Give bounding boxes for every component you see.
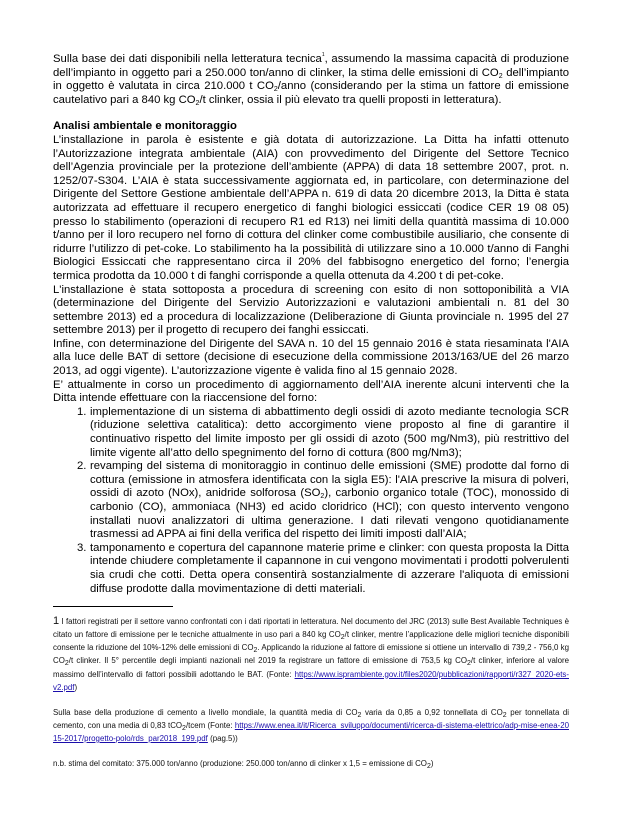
subscript: 2 <box>340 634 345 642</box>
section-paragraph-3: Infine, con determinazione del Dirigente del SAVA n. 10 del 15 gennaio 2016 è stata riesaminata l'AIA alla luce delle BAT di settore (decisione di esecuzione della commissione 2013/163/UE del 26 marzo 2013, ad oggi vigente). L’autorizzazione vigente è valida fino al 15 gennaio 2028. <box>53 337 569 378</box>
document-page <box>53 53 569 770</box>
subscript: 2 <box>253 647 258 655</box>
footnote-text: /t clinker, mentre l’applicazione delle migliori tecniche disponibili consente la riduzione del 10%-12% delle emissioni di CO <box>53 630 569 653</box>
footnote-ref-1[interactable]: 1 <box>321 52 325 58</box>
section-paragraph-2: L'installazione è stata sottoposta a procedura di screening con esito di non sottoponibilità a VIA (determinazione del Dirigente del Servizio Autorizzazioni e valutazioni ambientali n. 81 del 30 settembre 2013) ed a procedura di localizzazione (Deliberazione di Giunta provinciale n. 1995 del 27 settembre 2013) per il progetto di recupero dei fanghi essiccati. <box>53 283 569 337</box>
footnote-text: Sulla base della produzione di cemento a livello mondiale, la quantità media di CO <box>53 707 358 717</box>
ispra-source-link[interactable]: https://www.isprambiente.gov.it/files2020/pubblicazioni/rapporti/r327_2020-ets-v2.pdf <box>53 669 569 692</box>
footnote-text: per tonnellata di cemento, con una media di 0,83 tCO <box>53 707 569 730</box>
footnote-text: ) <box>74 682 78 692</box>
list-number: 1. <box>77 405 87 418</box>
footnote-text: /t clinker, inferiore al valore massimo dell’intervallo di fattori possibili adottando le BAT. (Fonte: <box>53 656 569 679</box>
footnote-1 <box>53 615 569 694</box>
list-item <box>53 406 569 460</box>
enea-source-link[interactable]: https://www.enea.it/it/Ricerca_sviluppo/documenti/ricerca-di-sistema-elettrico/adp-mise-enea-2015-2017/progetto-polo/rds_par2018_199.pdf <box>53 720 569 743</box>
subscript: 2 <box>273 86 278 94</box>
intro-paragraph <box>53 53 569 107</box>
subscript: 2 <box>426 763 431 770</box>
subscript: 2 <box>498 72 503 80</box>
footnote-text: /t clinker. Il 5° percentile degli impianti nazionali nel 2019 fa registrare un fattore di emissione di 753,5 kg CO <box>68 656 467 666</box>
list-item-text: tamponamento e copertura del capannone materie prime e clinker: con questa proposta la Ditta intende chiudere completamente il capannone in cui vengono movimentati i prodotti polverulenti sia crudi che cotti. Detta opera consentirà sostanzialmente di azzerare l'aliquota di emissioni diffuse prodotte dalla movimentazione di detti materiali. <box>90 541 569 595</box>
list-text: revamping del sistema di monitoraggio in continuo delle emissioni (SME) prodotte dal forno di cottura (emissione in atmosfera identificata con la sigla E5): l'AIA prescrive la misura di polveri, ossidi di azoto (NOx), anidride solforosa (SO <box>90 460 569 500</box>
section-paragraph-1: L’installazione in parola è esistente e già dotata di autorizzazione. La Ditta ha infatti ottenuto l’Autorizzazione integrata ambientale (AIA) con provvedimento del Dirigente del Settore Tecnico dell’Agenzia provinciale per la protezione dell’ambiente (APPA) di data 18 settembre 2007, prot. n. 1252/07-S304. L’AIA è stata successivamente aggiornata ed, in particolare, con determinazione del Dirigente del Settore Gestione ambientale dell’APPA n. 619 di data 20 dicembre 2013, la Ditta è stata autorizzata ad effettuare il recupero energetico di fanghi biologici essiccati (codice CER 19 08 05) presso lo stabilimento (operazioni di recupero R1 ed R13) nei limiti della quantità massima di 10.000 t/anno per il loro recupero nel forno di cottura del clinker come combustibile ausiliario, che consente di ridurre l’utilizzo di pet-coke. Lo stabilimento ha la possibilità di utilizzare sino a 10.000 t/anno di Fanghi Biologici Essiccati che rappresentano circa il 20% del fabbisogno energetico del forno; l’energia termica prodotta da 10.000 t di fanghi corrisponde a quella ottenuta da 4.200 t di pet-coke. <box>53 133 569 282</box>
section-heading: Analisi ambientale e monitoraggio <box>53 120 237 133</box>
list-number: 2. <box>77 460 87 473</box>
intro-text: /anno (considerando per la stima un fattore di emissione cautelativo pari a 840 kg CO <box>53 80 569 106</box>
footnote-text: n.b. stima del comitato: 375.000 ton/anno (produzione: 250.000 ton/anno di clinker x 1,5 = emissione di CO <box>53 759 427 768</box>
subscript: 2 <box>195 99 200 107</box>
footnote-2 <box>53 706 569 745</box>
section-paragraph-4: E’ attualmente in corso un procedimento di aggiornamento dell’AIA inerente alcuni interventi che la Ditta intende effettuare con la riaccensione del forno: <box>53 378 569 405</box>
subscript: 2 <box>64 660 69 668</box>
list-number: 3. <box>77 541 87 554</box>
footnote-text: varia da 0,85 a 0,92 tonnellata di CO <box>361 707 503 717</box>
footnote-text: /tcem (Fonte: <box>185 720 235 730</box>
list-item-text <box>90 460 569 540</box>
subscript: 2 <box>320 493 325 501</box>
list-text: ), carbonio organico totale (TOC), monossido di carbonio (CO), ammoniaca (NH3) ed acido cloridrico (HCl); con questo intervento vengono installati nuovi analizzatori di ultima generazione. I dati rilevati vengono quotidianamente trasmessi ad APPA ai fini della verifica del rispetto dei limiti imposti dall’AIA; <box>90 487 569 541</box>
list-item-text: implementazione di un sistema di abbattimento degli ossidi di azoto mediante tecnologia SCR (riduzione selettiva catalitica): detto accorgimento viene proposto al fine di garantire il continuativo rispetto del limite imposto per gli ossidi di azoto (500 mg/Nm3), più restrittivo del limite vigente all’atto dello spegnimento del forno di cottura (800 mg/Nm3); <box>90 405 569 459</box>
intro-text: , assumendo la massima capacità di produzione dell’impianto in oggetto pari a 250.000 ton/anno di clinker, la stima delle emissioni di CO <box>53 53 569 79</box>
subscript: 2 <box>357 711 362 719</box>
footnote-number: 1 <box>53 615 60 628</box>
footnote-text: (pag.5)) <box>207 733 238 743</box>
footnote-3 <box>53 757 569 770</box>
footnote-text: I fattori registrati per il settore vanno confrontati con i dati riportati in letteratura. Nel documento del JRC (2013) sulle Best Available Techniques è citato un fattore di emissione per le tecniche attualmente in uso pari a 840 kg CO <box>53 617 569 640</box>
list-item <box>53 460 569 542</box>
footnote-text: ) <box>430 759 434 768</box>
footnote-text: . Applicando la riduzione al fattore di emissione si ottiene un intervallo di 739,2 - 756,0 kg CO <box>53 643 569 666</box>
footnote-separator <box>53 606 173 607</box>
subscript: 2 <box>467 660 471 668</box>
intro-text: /t clinker, ossia il più elevato tra quelli proposti in letteratura). <box>199 93 502 106</box>
spacer <box>53 107 569 120</box>
subscript: 2 <box>182 724 186 732</box>
subscript: 2 <box>502 711 507 719</box>
interventions-list <box>53 406 569 596</box>
intro-text: dell’impianto in oggetto è valutata in circa 210.000 t CO <box>53 66 569 93</box>
intro-text: Sulla base dei dati disponibili nella letteratura tecnica <box>53 53 322 65</box>
list-item <box>53 542 569 596</box>
